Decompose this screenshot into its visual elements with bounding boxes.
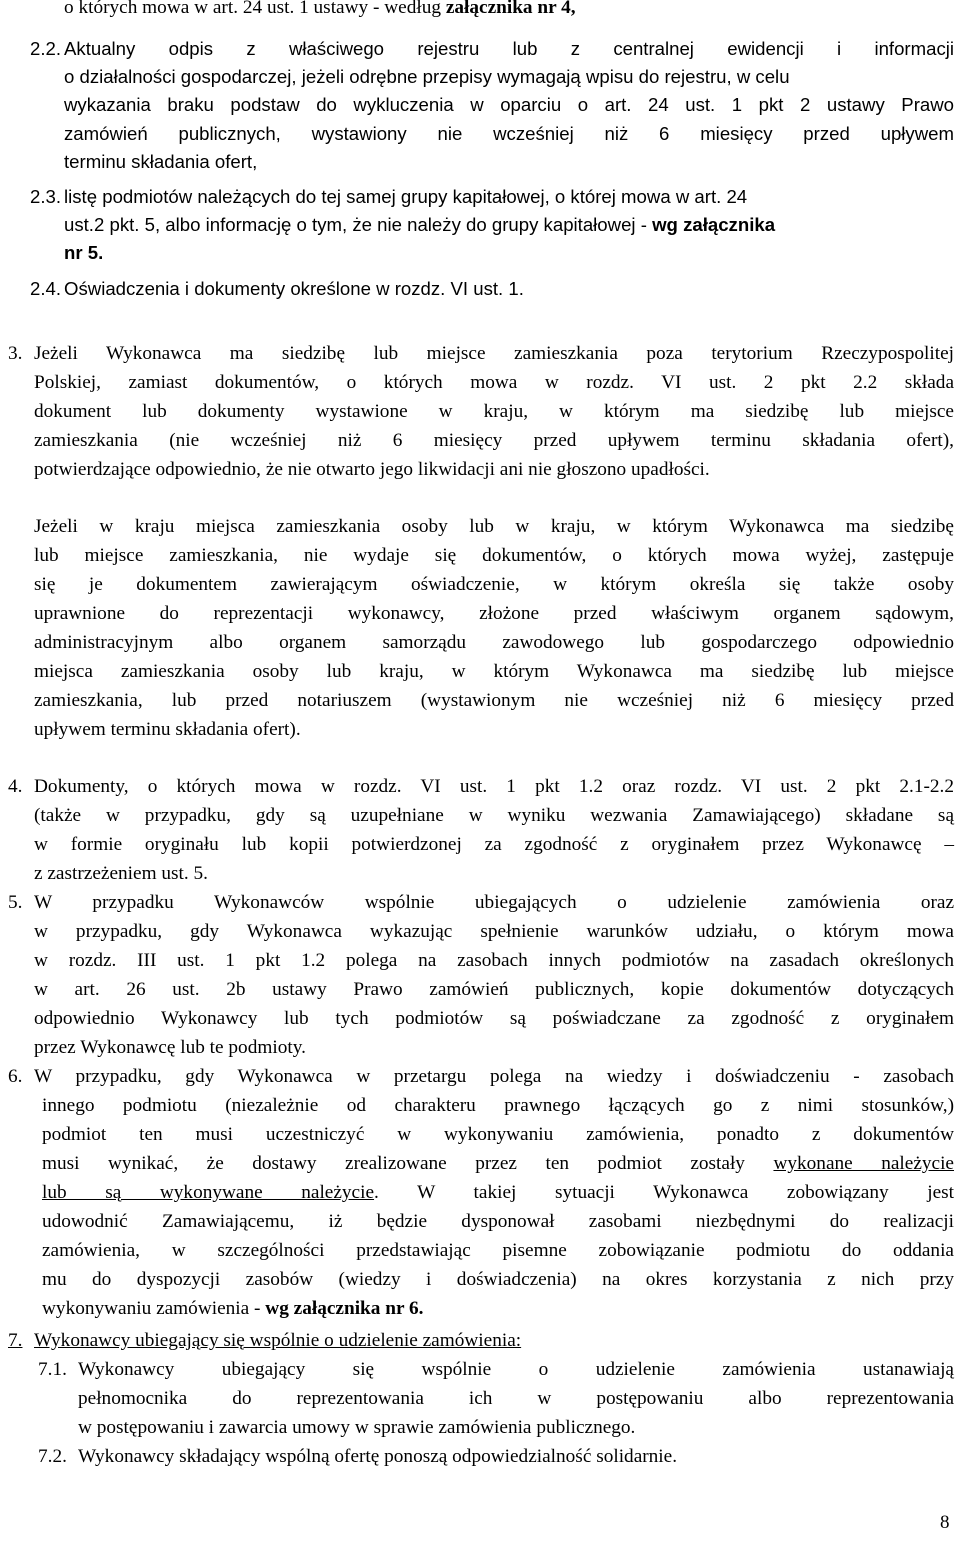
paragraph-line: Wykonawcy składający wspólną ofertę ponoszą odpowiedzialność solidarnie.: [78, 1446, 678, 1467]
paragraph-line: lub miejsce zamieszkania, nie wydaje się dokumentów, o których mowa wyżej, zastępuje: [34, 545, 954, 566]
paragraph-line: przez Wykonawcę lub te podmioty.: [34, 1037, 306, 1058]
paragraph-line: zamówień publicznych, wystawiony nie wcześniej niż 6 miesięcy przed upływem: [64, 123, 954, 144]
paragraph-line: Oświadczenia i dokumenty określone w rozdz. VI ust. 1.: [64, 278, 524, 299]
paragraph-line: wykonywaniu zamówienia - wg załącznika nr 6.: [42, 1298, 424, 1319]
paragraph-line: (także w przypadku, gdy są uzupełniane w wyniku wezwania Zamawiającego) składane są: [34, 805, 954, 826]
list-number: 3.: [8, 343, 23, 364]
paragraph-line: w przypadku, gdy Wykonawca wykazując spełnienie warunków udziału, o którym mowa: [34, 921, 954, 942]
paragraph-line: Jeżeli w kraju miejsca zamieszkania osoby lub w kraju, w którym Wykonawca ma siedzibę: [34, 516, 954, 537]
paragraph-line: Dokumenty, o których mowa w rozdz. VI ust. 1 pkt 1.2 oraz rozdz. VI ust. 2 pkt 2.1-2.2: [34, 776, 954, 797]
paragraph-line: w postępowaniu i zawarcia umowy w sprawie zamówienia publicznego.: [78, 1417, 636, 1438]
paragraph-line: o działalności gospodarczej, jeżeli odrębne przepisy wymagają wpisu do rejestru, w celu: [64, 66, 790, 87]
paragraph-line: udowodnić Zamawiającemu, iż będzie dysponował zasobami niezbędnymi do realizacji: [42, 1211, 954, 1232]
paragraph-line: innego podmiotu (niezależnie od charakteru prawnego łączących go z nimi stosunków,): [42, 1095, 954, 1116]
paragraph-line: administracyjnym albo organem samorządu zawodowego lub gospodarczego odpowiednio: [34, 632, 954, 653]
paragraph-line: w formie oryginału lub kopii potwierdzonej za zgodność z oryginałem przez Wykonawcę –: [34, 834, 954, 855]
list-number: 7.2.: [38, 1446, 67, 1467]
paragraph-line: potwierdzające odpowiednio, że nie otwarto jego likwidacji ani nie głoszono upadłości.: [34, 459, 710, 480]
list-number: 5.: [8, 892, 23, 913]
paragraph-line: musi wynikać, że dostawy zrealizowane przez ten podmiot zostały wykonane należycie: [42, 1153, 954, 1174]
paragraph-line: terminu składania ofert,: [64, 151, 258, 172]
paragraph-line: uprawnione do reprezentacji wykonawcy, złożone przed właściwym organem sądowym,: [34, 603, 954, 624]
paragraph-line: nr 5.: [64, 242, 104, 263]
paragraph-line: odpowiednio Wykonawcy lub tych podmiotów są poświadczane za zgodność z oryginałem: [34, 1008, 954, 1029]
list-number: 6.: [8, 1066, 23, 1087]
paragraph-line: w rozdz. III ust. 1 pkt 1.2 polega na zasobach innych podmiotów na zasadach określonych: [34, 950, 954, 971]
paragraph-line: w art. 26 ust. 2b ustawy Prawo zamówień publicznych, kopie dokumentów dotyczących: [34, 979, 954, 1000]
paragraph-line: listę podmiotów należących do tej samej grupy kapitałowej, o której mowa w art. 24: [64, 186, 748, 207]
paragraph-line: z zastrzeżeniem ust. 5.: [34, 863, 208, 884]
paragraph-line: lub są wykonywane należycie. W takiej sytuacji Wykonawca zobowiązany jest: [42, 1182, 954, 1203]
paragraph-line: mu do dyspozycji zasobów (wiedzy i doświadczenia) na okres korzystania z nich przy: [42, 1269, 954, 1290]
list-number: 2.2.: [30, 38, 62, 59]
paragraph-line: wykazania braku podstaw do wykluczenia w oparciu o art. 24 ust. 1 pkt 2 ustawy Prawo: [64, 94, 954, 115]
paragraph-line: W przypadku, gdy Wykonawca w przetargu polega na wiedzy i doświadczeniu - zasobach: [34, 1066, 954, 1087]
paragraph-line: zamieszkania, lub przed notariuszem (wystawionym nie wcześniej niż 6 miesięcy przed: [34, 690, 954, 711]
paragraph-line: pełnomocnika do reprezentowania ich w postępowaniu albo reprezentowania: [78, 1388, 954, 1409]
list-number: 7.1.: [38, 1359, 67, 1380]
paragraph-line: zamówienia, w szczególności przedstawiając pisemne zobowiązanie podmiotu do oddania: [42, 1240, 954, 1261]
page-number: 8: [940, 1512, 950, 1533]
paragraph-line: Wykonawcy ubiegający się wspólnie o udzielenie zamówienia ustanawiają: [78, 1359, 954, 1380]
paragraph-line: dokument lub dokumenty wystawione w kraju, w którym ma siedzibę lub miejsce: [34, 401, 954, 422]
paragraph-line: Polskiej, zamiast dokumentów, o których mowa w rozdz. VI ust. 2 pkt 2.2 składa: [34, 372, 954, 393]
list-number: 2.3.: [30, 186, 62, 207]
paragraph-line: się je dokumentem zawierającym oświadczenie, w którym określa się także osoby: [34, 574, 954, 595]
paragraph-line: miejsca zamieszkania osoby lub kraju, w którym Wykonawca ma siedzibę lub miejsce: [34, 661, 954, 682]
section-heading: Wykonawcy ubiegający się wspólnie o udzielenie zamówienia:: [34, 1330, 522, 1351]
paragraph-line: upływem terminu składania ofert).: [34, 719, 301, 740]
paragraph-line: Jeżeli Wykonawca ma siedzibę lub miejsce zamieszkania poza terytorium Rzeczypospolitej: [34, 343, 954, 364]
paragraph-line: Aktualny odpis z właściwego rejestru lub z centralnej ewidencji i informacji: [64, 38, 954, 59]
paragraph-line: podmiot ten musi uczestniczyć w wykonywaniu zamówienia, ponadto z dokumentów: [42, 1124, 954, 1145]
paragraph-line: zamieszkania (nie wcześniej niż 6 miesięcy przed upływem terminu składania ofert),: [34, 430, 954, 451]
paragraph-line: o których mowa w art. 24 ust. 1 ustawy - według załącznika nr 4,: [64, 0, 576, 18]
paragraph-line: ust.2 pkt. 5, albo informację o tym, że nie należy do grupy kapitałowej - wg załącznika: [64, 214, 776, 235]
list-number: 2.4.: [30, 278, 62, 299]
list-number: 4.: [8, 776, 23, 797]
list-number: 7.: [8, 1330, 23, 1351]
paragraph-line: W przypadku Wykonawców wspólnie ubiegających o udzielenie zamówienia oraz: [34, 892, 954, 913]
